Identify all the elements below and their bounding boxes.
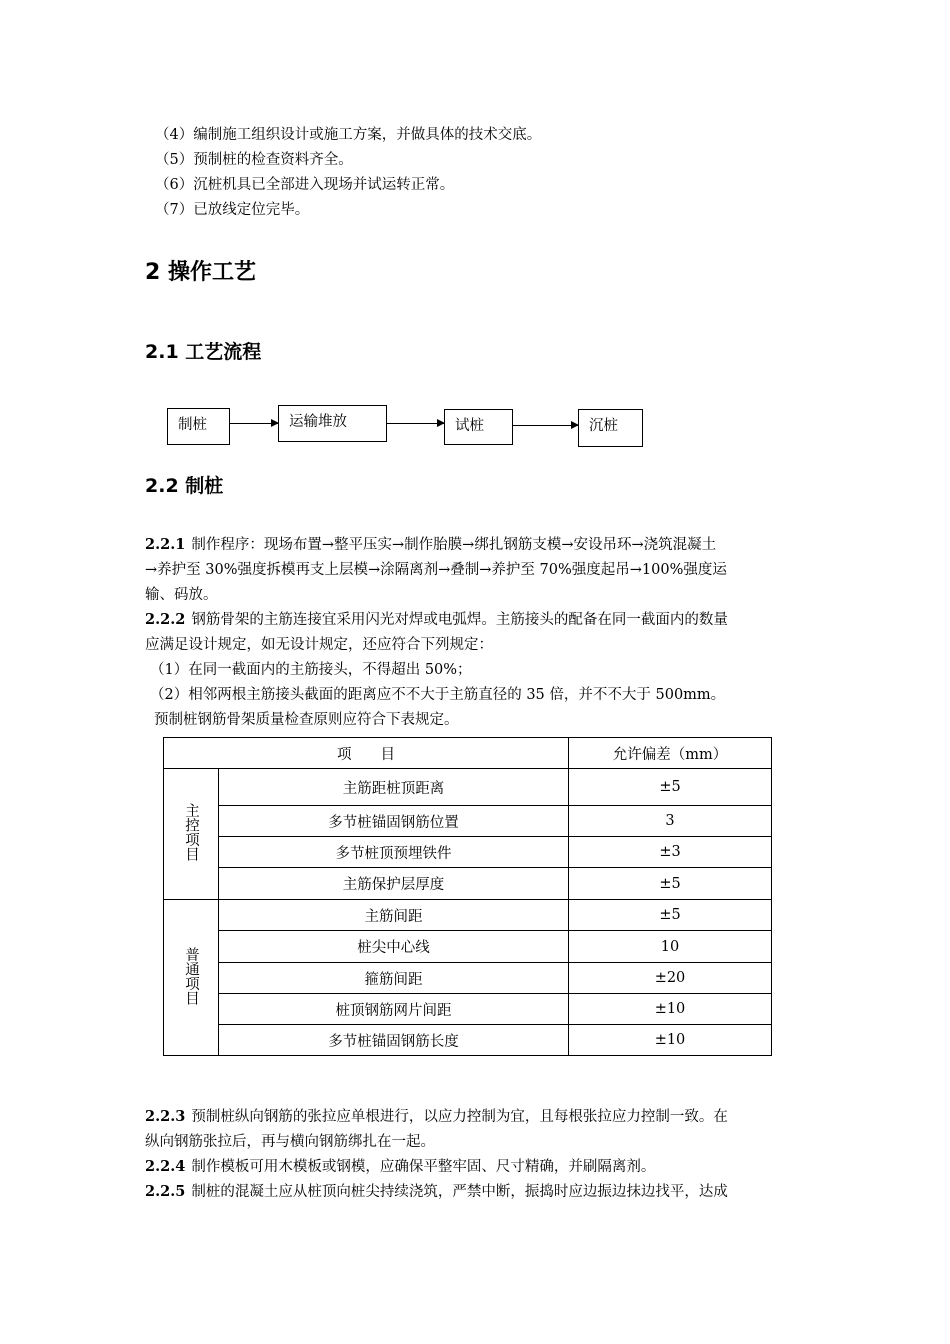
row-item: 主筋保护层厚度 xyxy=(219,868,569,900)
prereq-item-5: （5）预制桩的检查资料齐全。 xyxy=(155,152,353,168)
clause-2-2-2-line-1: 2.2.2 钢筋骨架的主筋连接宜采用闪光对焊或电弧焊。主筋接头的配备在同一截面内的数量 xyxy=(145,611,728,628)
table-row xyxy=(164,837,772,868)
flow-arrow xyxy=(513,425,578,426)
row-tolerance: ±3 xyxy=(569,837,772,868)
table-row xyxy=(164,931,772,963)
row-item: 桩顶钢筋网片间距 xyxy=(219,994,569,1025)
clause-2-2-2-line-2: 应满足设计规定，如无设计规定，还应符合下列规定： xyxy=(145,637,493,653)
prereq-item-4: （4）编制施工组织设计或施工方案，并做具体的技术交底。 xyxy=(155,127,542,143)
row-item: 主筋间距 xyxy=(219,900,569,931)
row-tolerance: ±10 xyxy=(569,1025,772,1056)
table-row xyxy=(164,963,772,994)
clause-number: 2.2.4 xyxy=(145,1158,186,1175)
clause-2-2-4-line-1: 2.2.4 制作模板可用木模板或钢模，应确保平整牢固、尺寸精确，并刷隔离剂。 xyxy=(145,1158,656,1175)
table-row xyxy=(164,868,772,900)
subsection-title-make-pile: 2.2 制桩 xyxy=(145,475,224,497)
row-tolerance: ±5 xyxy=(569,900,772,931)
clause-2-2-3-line-2: 纵向钢筋张拉后，再与横向钢筋绑扎在一起。 xyxy=(145,1134,435,1150)
table-intro: 预制桩钢筋骨架质量检查原则应符合下表规定。 xyxy=(154,712,459,728)
prereq-item-6: （6）沉桩机具已全部进入现场并试运转正常。 xyxy=(155,177,455,193)
flow-arrow xyxy=(387,423,444,424)
row-tolerance: ±10 xyxy=(569,994,772,1025)
row-tolerance: ±20 xyxy=(569,963,772,994)
group-label-general: 普通项目 xyxy=(164,900,219,1056)
row-item: 多节桩锚固钢筋位置 xyxy=(219,806,569,837)
flow-step-test-pile: 试桩 xyxy=(444,409,513,445)
row-item: 主筋距桩顶距离 xyxy=(219,769,569,806)
row-tolerance: 10 xyxy=(569,931,772,963)
row-tolerance: ±5 xyxy=(569,868,772,900)
prereq-item-7: （7）已放线定位完毕。 xyxy=(155,202,310,218)
clause-2-2-1-line-1: 2.2.1 制作程序：现场布置→整平压实→制作胎膜→绑扎钢筋支模→安设吊环→浇筑混凝土 xyxy=(145,536,717,553)
row-tolerance: 3 xyxy=(569,806,772,837)
header-tolerance: 允许偏差（mm） xyxy=(569,738,772,769)
row-tolerance: ±5 xyxy=(569,769,772,806)
table-row xyxy=(164,994,772,1025)
section-title: 2 操作工艺 xyxy=(145,260,256,285)
table-row xyxy=(164,900,772,931)
row-item: 箍筋间距 xyxy=(219,963,569,994)
header-item: 项 目 xyxy=(164,738,569,769)
table-row xyxy=(164,1025,772,1056)
row-item: 多节桩锚固钢筋长度 xyxy=(219,1025,569,1056)
clause-2-2-1-line-2: →养护至 30%强度拆模再支上层模→涂隔离剂→叠制→养护至 70%强度起吊→100%强度运 xyxy=(145,562,727,578)
clause-number: 2.2.3 xyxy=(145,1108,186,1125)
flow-arrow xyxy=(230,423,278,424)
clause-2-2-5-line-1: 2.2.5 制桩的混凝土应从桩顶向桩尖持续浇筑，严禁中断，振捣时应边振边抹边找平，达成 xyxy=(145,1183,728,1200)
flow-step-make-pile: 制桩 xyxy=(167,408,230,445)
clause-number: 2.2.1 xyxy=(145,536,186,553)
clause-2-2-2-rule-2: （2）相邻两根主筋接头截面的距离应不不大于主筋直径的 35 倍，并不不大于 500mm。 xyxy=(150,687,726,703)
rebar-cage-quality-table xyxy=(163,737,772,1056)
clause-2-2-2-rule-1: （1）在同一截面内的主筋接头，不得超出 50%； xyxy=(150,662,472,678)
group-label-main-control: 主控项目 xyxy=(164,769,219,900)
subsection-title-flow: 2.1 工艺流程 xyxy=(145,341,262,363)
clause-number: 2.2.2 xyxy=(145,611,186,628)
table-header-row xyxy=(164,738,772,769)
table-row xyxy=(164,769,772,806)
row-item: 桩尖中心线 xyxy=(219,931,569,963)
clause-2-2-3-line-1: 2.2.3 预制桩纵向钢筋的张拉应单根进行，以应力控制为宜，且每根张拉应力控制一致。在 xyxy=(145,1108,728,1125)
flow-step-transport-stack: 运输堆放 xyxy=(278,405,387,442)
table-row xyxy=(164,806,772,837)
clause-2-2-1-line-3: 输、码放。 xyxy=(145,587,218,603)
row-item: 多节桩顶预埋铁件 xyxy=(219,837,569,868)
flow-step-sink-pile: 沉桩 xyxy=(578,409,643,447)
clause-number: 2.2.5 xyxy=(145,1183,186,1200)
